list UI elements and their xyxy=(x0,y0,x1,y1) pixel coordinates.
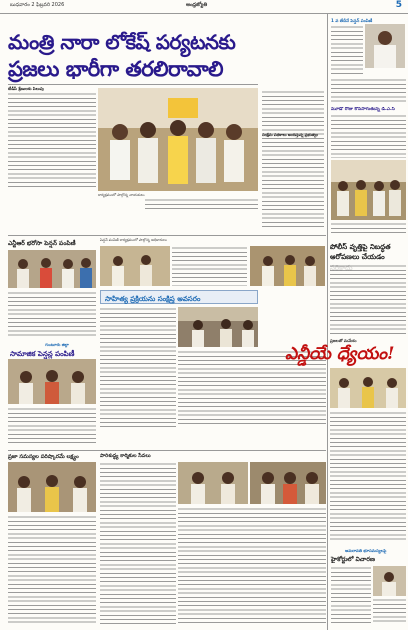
police-headline-1: పోలీస్ వృత్తిపై నిబద్ధత xyxy=(330,242,391,251)
nda-headline: ఎన్డీయే ధ్యేయం! xyxy=(285,344,395,364)
court-headline: హైకోర్టులో విచారణ xyxy=(331,556,375,563)
news-photo-pension-2 xyxy=(8,359,96,404)
photo-caption: కార్యక్రమంలో పాల్గొన్న నాయకులు xyxy=(98,193,145,197)
headline-line-1: మంత్రి నారా లోకేష్ పర్యటనకు xyxy=(8,30,236,54)
page-number: 5 xyxy=(395,0,402,10)
nda-text xyxy=(330,411,406,541)
news-photo-nda xyxy=(330,368,406,408)
right-col-text-4 xyxy=(331,222,406,236)
section-brand: ఆంధ్రజ్యోతి xyxy=(186,2,208,8)
bottom-left-text xyxy=(8,515,96,625)
headline-line-2: ప్రజలు భారీగా తరలిరావాలి xyxy=(8,56,223,81)
news-photo-court xyxy=(373,566,406,596)
pension-2-text xyxy=(8,407,96,445)
news-photo-ministers xyxy=(98,88,258,191)
left-story-text xyxy=(8,92,96,187)
column-divider xyxy=(327,14,328,630)
news-photo-bottom-mid xyxy=(178,462,248,504)
right-top-sub: సంక్షేమ పథకాలు అందిస్తున్న ప్రభుత్వం xyxy=(262,132,319,137)
strip-text xyxy=(172,246,247,286)
news-photo-strip-1 xyxy=(100,246,170,286)
news-photo-meeting xyxy=(331,160,406,220)
nda-kicker: ప్రజలతో మమేకం xyxy=(330,338,357,343)
police-story-text xyxy=(330,264,406,334)
right-col-text-1 xyxy=(331,25,363,75)
divider xyxy=(8,235,326,236)
news-photo-bottom-left xyxy=(8,462,96,512)
right-sub-2: మూడో రోజు కొనసాగుతున్న డీ.ఎ.సీ xyxy=(331,107,395,112)
news-photo-official xyxy=(365,24,405,68)
news-photo-bottom-mid-2 xyxy=(250,462,326,504)
court-text xyxy=(331,566,371,624)
news-photo-sahitya xyxy=(178,307,258,347)
sahitya-box xyxy=(100,290,258,304)
court-kicker: అమరావతి భూసమస్యలపై xyxy=(345,548,387,553)
news-photo-pension xyxy=(8,250,96,288)
right-kicker: 1 వ తేదీనే పెన్షన్ పంపిణీ xyxy=(331,18,373,23)
center-strip-caption: పెన్షన్ పంపిణీ కార్యక్రమంలో పాల్గొన్న అధికారులు xyxy=(100,238,167,242)
divider xyxy=(8,450,326,451)
left-tag: టీడీపీ శ్రేణులకు పిలుపు xyxy=(8,86,44,91)
mid-story-text xyxy=(145,198,258,210)
bottom-left-sub: ప్రజా సమస్యల పరిష్కారమే లక్ష్యం xyxy=(8,454,79,460)
divider xyxy=(8,84,258,85)
right-col-text-3 xyxy=(331,114,406,158)
pension-kicker: గుంటూరు జిల్లా xyxy=(45,342,69,347)
right-col-text-2 xyxy=(331,78,406,104)
sahitya-text-1 xyxy=(100,307,176,427)
police-headline-2: ఆరోపణలు చేయడం xyxy=(330,252,385,261)
right-story-text xyxy=(262,90,324,230)
bottom-mid-sub: పారిశుద్ధ్య కార్మికుల సేవలు xyxy=(100,453,151,459)
court-text-2 xyxy=(373,598,406,624)
issue-date: బుధవారం 2 ఫిబ్రవరి 2026 xyxy=(10,2,65,8)
masthead xyxy=(0,0,408,14)
sahitya-title: సాహిత్య ప్రక్రియను సంక్షిప్త అవసరం xyxy=(105,294,201,303)
news-photo-strip-2 xyxy=(250,246,325,286)
bottom-mid-text-2 xyxy=(178,507,326,625)
pension-title: సామాజిక పెన్షన్ల పంపిణీ xyxy=(10,349,75,358)
pension-story-text xyxy=(8,291,96,339)
pension-subhead: ఎన్టీఆర్ భరోసా పెన్షన్ పంపిణీ xyxy=(8,240,76,247)
bottom-mid-text-1 xyxy=(100,462,176,625)
